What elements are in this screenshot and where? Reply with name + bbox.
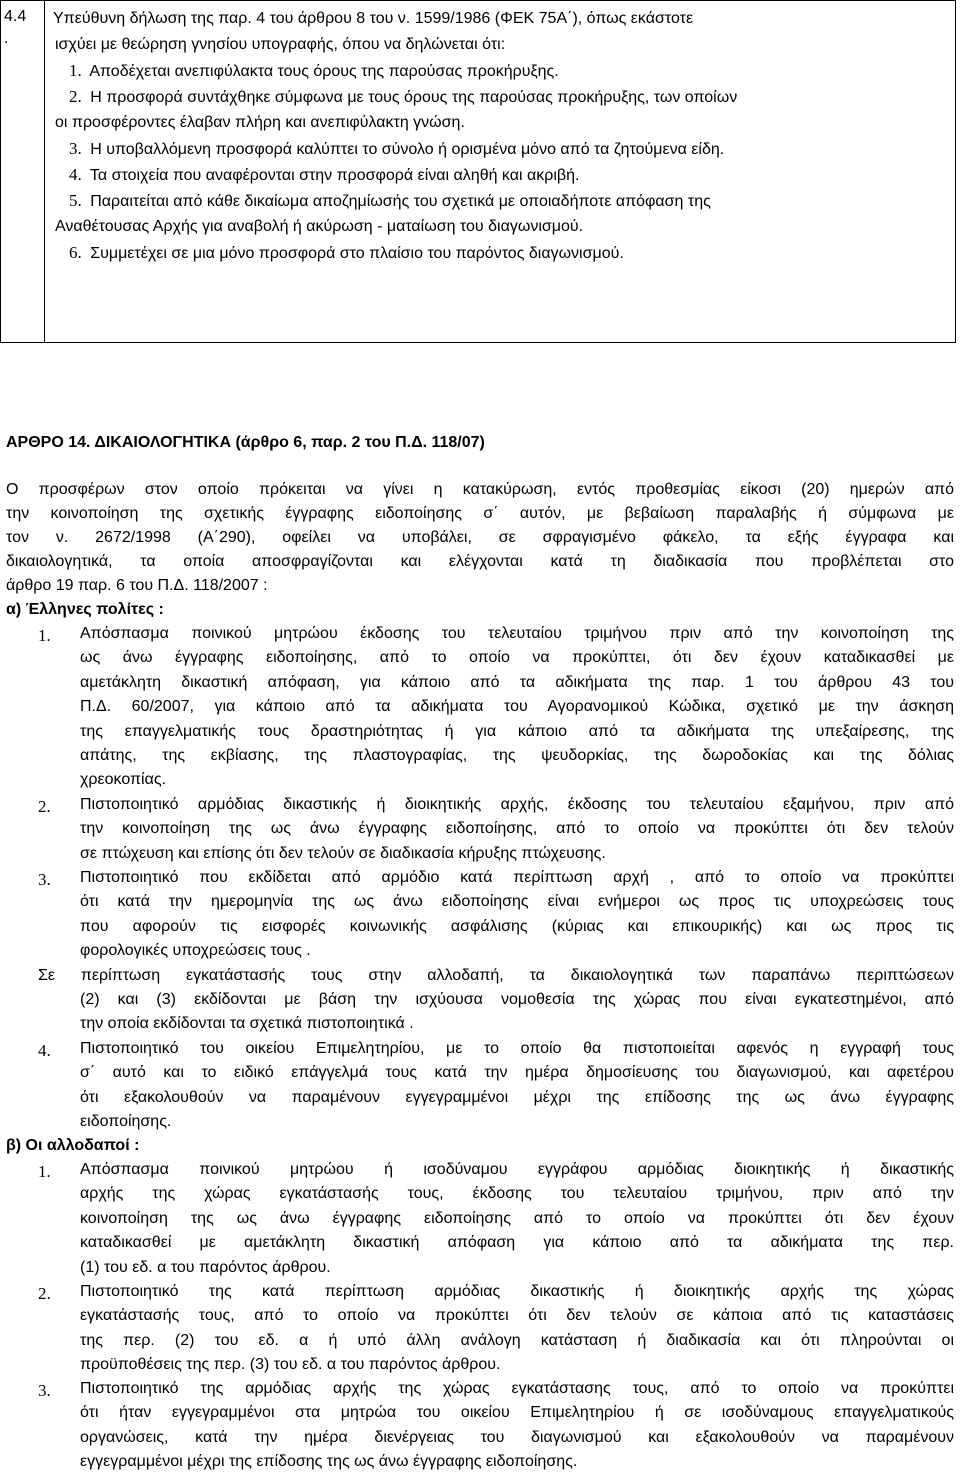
list-item: 5. Παραιτείται από κάθε δικαίωμα αποζημίωσής του σχετικά με οποιαδήποτε απόφαση της: [69, 191, 711, 210]
list-item-continuation: Αναθέτουσας Αρχής για αναβολή ή ακύρωση - ματαίωση του διαγωνισμού.: [55, 218, 584, 235]
group-b-title: β) Οι αλλοδαποί :: [6, 1137, 140, 1154]
section-number: 4.4: [4, 8, 27, 25]
group-a-item-2-number: 2.: [38, 797, 51, 816]
declaration-box: [0, 0, 956, 343]
list-item: 2. Η προσφορά συντάχθηκε σύμφωνα με τους όρους της παρούσας προκήρυξης, των οποίων: [69, 87, 738, 106]
group-b-item-3-number: 3.: [38, 1381, 51, 1400]
group-a-item-2: Πιστοποιητικό αρμόδιας δικαστικής ή διοικητικής αρχής, έκδοσης του τελευταίου εξαμήνου, πριν από την κοινοποίηση της ως άνω έγγραφης ειδοποίησης, από το οποίο να προκύπτει ότι δεν τελούν σε πτώχευση και επίσης ότι δεν τελούν σε διαδικασία κήρυξης πτώχευσης.: [80, 796, 954, 862]
intro-line: την κοινοποίηση της σχετικής έγγραφης ειδοποίησης σ΄ αυτόν, με βεβαίωση παραλαβής ή σύμφωνα με: [6, 505, 954, 522]
list-item: 4. Τα στοιχεία που αναφέρονται στην προσφορά είναι αληθή και ακριβή.: [69, 165, 580, 184]
group-b-item-2-number: 2.: [38, 1284, 51, 1303]
group-b-item-1-number: 1.: [38, 1162, 51, 1181]
section-number-column: [1, 1, 45, 342]
group-a-note-first-line: Σε περίπτωση εγκατάστασής τους στην αλλοδαπή, τα δικαιολογητικά των παραπάνω περιπτώσεων: [38, 967, 954, 984]
list-item-continuation: οι προσφέροντες έλαβαν πλήρη και ανεπιφύλακτη γνώση.: [55, 114, 465, 131]
section-number-dot: .: [4, 30, 9, 47]
intro-line: άρθρο 19 παρ. 6 του Π.Δ. 118/2007 :: [6, 577, 268, 594]
group-b-item-3: Πιστοποιητικό της αρμόδιας αρχής της χώρας εγκατάστασης τους, από το οποίο να προκύπτει ότι ήταν εγγεγραμμένοι στα μητρώα του οικείου Επιμελητηρίου ή σε ισοδύναμους επαγγελματικούς οργανώσεις, κατά την ημέρα διενέργειας του διαγωνισμού και εξακολουθούν να παραμένουν εγγεγραμμένοι μέχρι της επίδοσης της ως άνω έγγραφης ειδοποίησης.: [80, 1380, 954, 1471]
group-a-note: (2) και (3) εκδίδονται με βάση την ισχύουσα νομοθεσία της χώρας που είναι εγκατεστημένοι, από την οποία εκδίδονται τα σχετικά πιστοποιητικά .: [80, 991, 954, 1033]
declaration-content: [53, 6, 953, 266]
group-a-item-1: Απόσπασμα ποινικού μητρώου έκδοσης του τελευταίου τριμήνου πριν από την κοινοποίηση της ως άνω έγγραφης ειδοποίησης, από το οποίο να προκύπτει, ότι δεν έχουν καταδικασθεί με αμετάκλητη δικαστική απόφαση, για κάποιο από τα αδικήματα της παρ. 1 του άρθρου 43 του Π.Δ. 60/2007, για κάποιο από τα αδικήματα του Αγορανομικού Κώδικα, σχετικό με την άσκηση της επαγγελματικής τους δραστηριότητας ή για κάποιο από τα αδικήματα της υπεξαίρεσης, της απάτης, της εκβίασης, της πλαστογραφίας, της ψευδορκίας, της δωροδοκίας και της δόλιας χρεοκοπίας.: [80, 625, 954, 789]
intro-line: Ο προσφέρων στον οποίο πρόκειται να γίνει η κατακύρωση, εντός προθεσμίας είκοσι (20) ημερών από: [6, 481, 954, 498]
intro-line: δικαιολογητικά, τα οποία αποσφραγίζονται και ελέγχονται κατά τη διαδικασία που προβλέπεται στο: [6, 553, 954, 570]
group-a-title: α) Έλληνες πολίτες :: [6, 601, 164, 618]
group-a-item-1-number: 1.: [38, 626, 51, 645]
group-a-item-4-number: 4.: [38, 1041, 51, 1060]
group-b-item-2: Πιστοποιητικό της κατά περίπτωση αρμόδιας δικαστικής ή διοικητικής αρχής της χώρας εγκατάστασής τους, από το οποίο να προκύπτει ότι δεν τελούν σε κάποια από τις καταστάσεις της περ. (2) του εδ. α ή υπό άλλη ανάλογη κατάσταση ή διαδικασία και ότι πληρούνται οι προϋποθέσεις της περ. (3) του εδ. α του παρόντος άρθρου.: [80, 1283, 954, 1374]
group-a-item-3: Πιστοποιητικό που εκδίδεται από αρμόδιο κατά περίπτωση αρχή , από το οποίο να προκύπτει ότι κατά την ημερομηνία της ως άνω ειδοποίησης είναι ενήμεροι ως προς τις υποχρεώσεις τους που αφορούν τις εισφορές κοινωνικής ασφάλισης (κύριας και επικουρικής) και ως προς τις φορολογικές υποχρεώσεις τους .: [80, 869, 954, 960]
declaration-line: ισχύει με θεώρηση γνησίου υπογραφής, όπου να δηλώνεται ότι:: [55, 36, 506, 53]
group-b-item-1: Απόσπασμα ποινικού μητρώου ή ισοδύναμου εγγράφου αρμόδιας διοικητικής ή δικαστικής αρχής της χώρας εγκατάστασής τους, έκδοσης του τελευταίου τριμήνου, πριν από την κοινοποίηση της ως άνω έγγραφης ειδοποίησης από το οποίο να προκύπτει ότι δεν έχουν καταδικασθεί με αμετάκλητη δικαστική απόφαση για κάποιο από τα αδικήματα της περ. (1) του εδ. α του παρόντος άρθρου.: [80, 1161, 954, 1276]
group-a-item-3-number: 3.: [38, 870, 51, 889]
declaration-line: Υπεύθυνη δήλωση της παρ. 4 του άρθρου 8 του ν. 1599/1986 (ΦΕΚ 75Α΄), όπως εκάστοτε: [53, 10, 694, 27]
intro-line: τον ν. 2672/1998 (Α΄290), οφείλει να υποβάλει, σε σφραγισμένο φάκελο, τα εξής έγγραφα και: [6, 529, 954, 546]
article-heading: ΑΡΘΡΟ 14. ΔΙΚΑΙΟΛΟΓΗΤΙΚΑ (άρθρο 6, παρ. 2 του Π.Δ. 118/07): [6, 434, 485, 451]
group-a-item-4: Πιστοποιητικό του οικείου Επιμελητηρίου, με το οποίο θα πιστοποιείται αφενός η εγγραφή τους σ΄ αυτό και το ειδικό επάγγελμά τους κατά την ημέρα δημοσίευσης του διαγωνισμού, και αφετέρου ότι εξακολουθούν να παραμένουν εγγεγραμμένοι μέχρι της επίδοσης της ως άνω έγγραφης ειδοποίησης.: [80, 1040, 954, 1131]
list-item: 1. Αποδέχεται ανεπιφύλακτα τους όρους της παρούσας προκήρυξης.: [69, 61, 559, 80]
list-item: 3. Η υποβαλλόμενη προσφορά καλύπτει το σύνολο ή ορισμένα μόνο από τα ζητούμενα είδη.: [69, 139, 725, 158]
list-item: 6. Συμμετέχει σε μια μόνο προσφορά στο πλαίσιο του παρόντος διαγωνισμού.: [69, 243, 624, 262]
intro-paragraph: [6, 478, 954, 598]
